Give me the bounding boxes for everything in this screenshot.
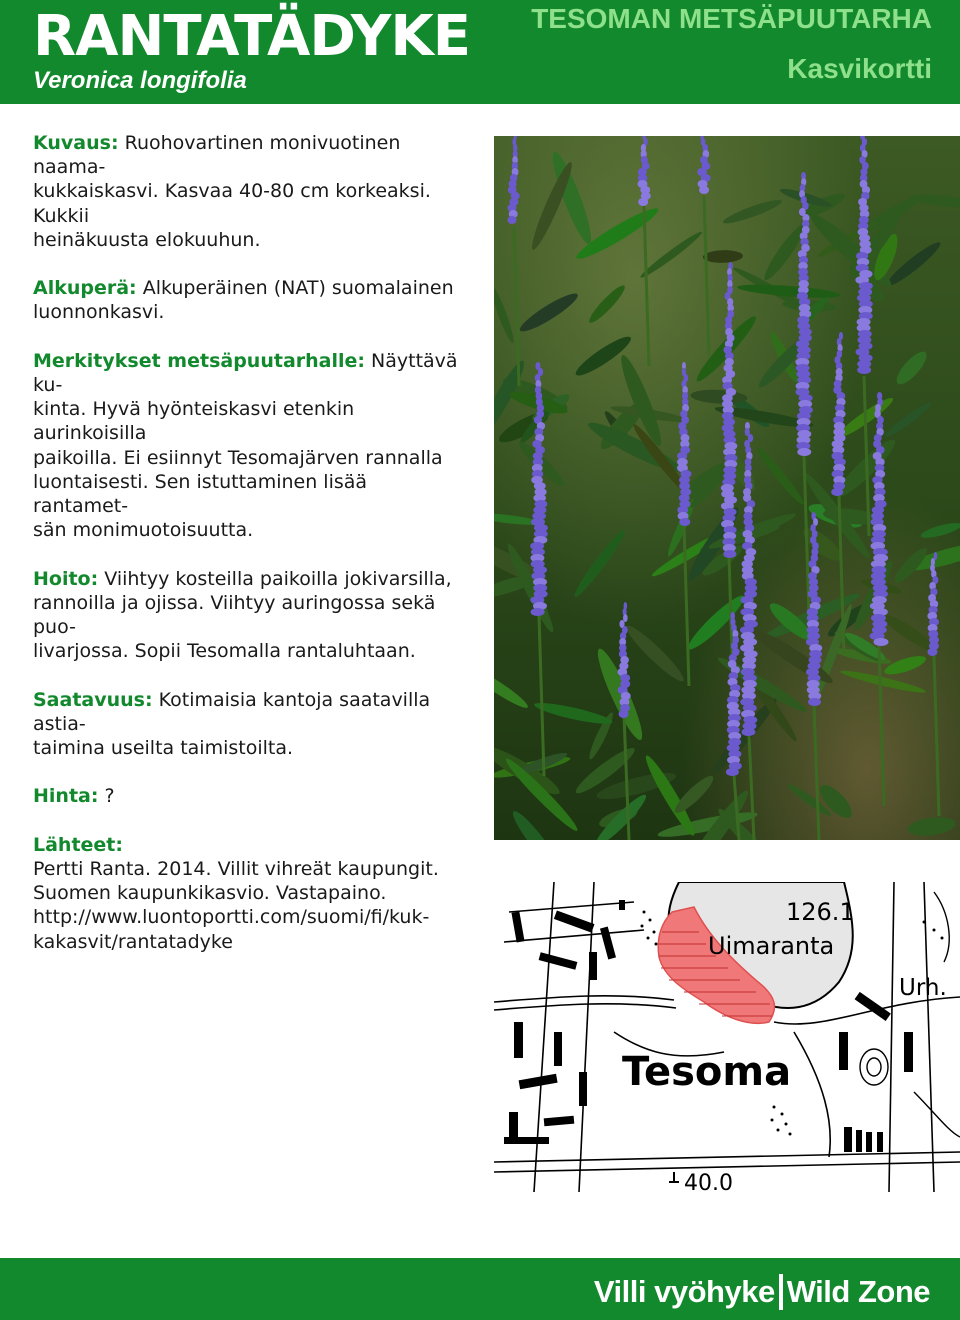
kuvaus-text: heinäkuusta elokuuhun.	[33, 228, 261, 251]
label-hoito: Hoito:	[33, 567, 99, 590]
flower-floret	[808, 698, 821, 706]
merkitykset-text: kinta. Hyvä hyönteiskasvi etenkin aurinkoisilla	[33, 398, 355, 445]
latin-name: Veronica longifolia	[33, 67, 247, 94]
kuvaus-text: Ruohovartinen monivuotinen naama-	[33, 132, 401, 179]
card-type: Kasvikortti	[787, 53, 932, 84]
source-text: Suomen kaupunkikasvio. Vastapaino.	[33, 882, 387, 905]
header-banner	[0, 0, 960, 104]
kuvaus-text: kukkaiskasvi. Kasvaa 40-80 cm korkeaksi. Kukkii	[33, 180, 431, 227]
flower-floret	[873, 638, 888, 646]
section-alkupera	[33, 276, 468, 324]
section-hinta	[33, 784, 468, 808]
flower-floret	[797, 448, 811, 456]
flower-floret	[508, 216, 517, 224]
alkupera-text: luonnonkasvi.	[33, 301, 165, 324]
section-hoito	[33, 567, 468, 664]
flower-illustration	[494, 136, 960, 840]
merkitykset-text: luontaisesti. Sen istuttaminen lisää rantamet-	[33, 470, 368, 518]
source-link-text: kakasvit/rantatadyke	[33, 930, 233, 953]
label-hinta: Hinta:	[33, 785, 99, 808]
flower-floret	[619, 710, 629, 718]
map-sports-label: Urh.	[899, 975, 947, 1001]
section-merkitykset	[33, 349, 468, 543]
flower-floret	[723, 550, 736, 558]
flower-floret	[857, 366, 871, 374]
flower-floret	[927, 648, 937, 656]
merkitykset-text: paikoilla. Ei esiinnyt Tesomajärven rannalla	[33, 446, 443, 469]
section-lahteet	[33, 833, 468, 954]
flower-floret	[726, 768, 739, 776]
flower-floret	[623, 614, 628, 622]
hoito-text: Viihtyy kosteilla paikoilla jokivarsilla,	[98, 567, 452, 590]
hoito-text: livarjossa. Sopii Tesomalla rantaluhtaan.	[33, 640, 416, 663]
flower-floret	[934, 552, 938, 560]
logo-text-en: Wild Zone	[786, 1274, 930, 1309]
plant-title: RANTATÄDYKE	[33, 4, 470, 69]
section-kuvaus	[33, 131, 468, 252]
alkupera-text: Alkuperäinen (NAT) suomalainen	[136, 277, 454, 300]
flower-floret	[679, 518, 690, 526]
merkitykset-text: Näyttävä ku-	[33, 349, 458, 396]
plant-description	[33, 131, 468, 978]
flower-floret	[741, 728, 755, 736]
saatavuus-text: Kotimaisia kantoja saatavilla astia-	[33, 688, 431, 735]
map-bottom-label: 40.0	[684, 1171, 733, 1192]
label-merkitykset: Merkitykset metsäpuutarhalle:	[33, 349, 365, 372]
saatavuus-text: taimina useilta taimistoilta.	[33, 737, 294, 760]
map-area-label: Tesoma	[622, 1049, 792, 1095]
label-kuvaus: Kuvaus:	[33, 132, 119, 154]
map-elevation-label: 126.1	[786, 898, 855, 926]
label-alkupera: Alkuperä:	[33, 277, 137, 300]
flower-floret	[831, 488, 843, 496]
source-link-text: http://www.luontoportti.com/suomi/fi/kuk-	[33, 906, 430, 929]
plant-photo	[494, 136, 960, 840]
flower-floret	[638, 198, 648, 206]
hinta-value: ?	[98, 785, 115, 808]
source-text: Pertti Ranta. 2014. Villit vihreät kaupungit.	[33, 858, 439, 880]
logo-divider	[779, 1274, 783, 1310]
hoito-text: rannoilla ja ojissa. Viihtyy auringossa sekä puo-	[33, 591, 436, 639]
footer-banner	[0, 1258, 960, 1320]
location-map	[494, 882, 960, 1192]
flower-floret	[699, 186, 709, 194]
flower-floret	[531, 608, 545, 616]
map-illustration	[494, 882, 960, 1192]
organization-name: TESOMAN METSÄPUUTARHA	[531, 3, 932, 34]
label-saatavuus: Saatavuus:	[33, 688, 153, 711]
wild-zone-logo	[594, 1272, 930, 1314]
label-lahteet: Lähteet:	[33, 833, 123, 856]
map-beach-label: Uimaranta	[708, 932, 835, 960]
source-link[interactable]	[33, 906, 429, 952]
section-saatavuus	[33, 688, 468, 761]
merkitykset-text: sän monimuotoisuutta.	[33, 519, 254, 542]
logo-text-fi: Villi vyöhyke	[593, 1274, 775, 1309]
